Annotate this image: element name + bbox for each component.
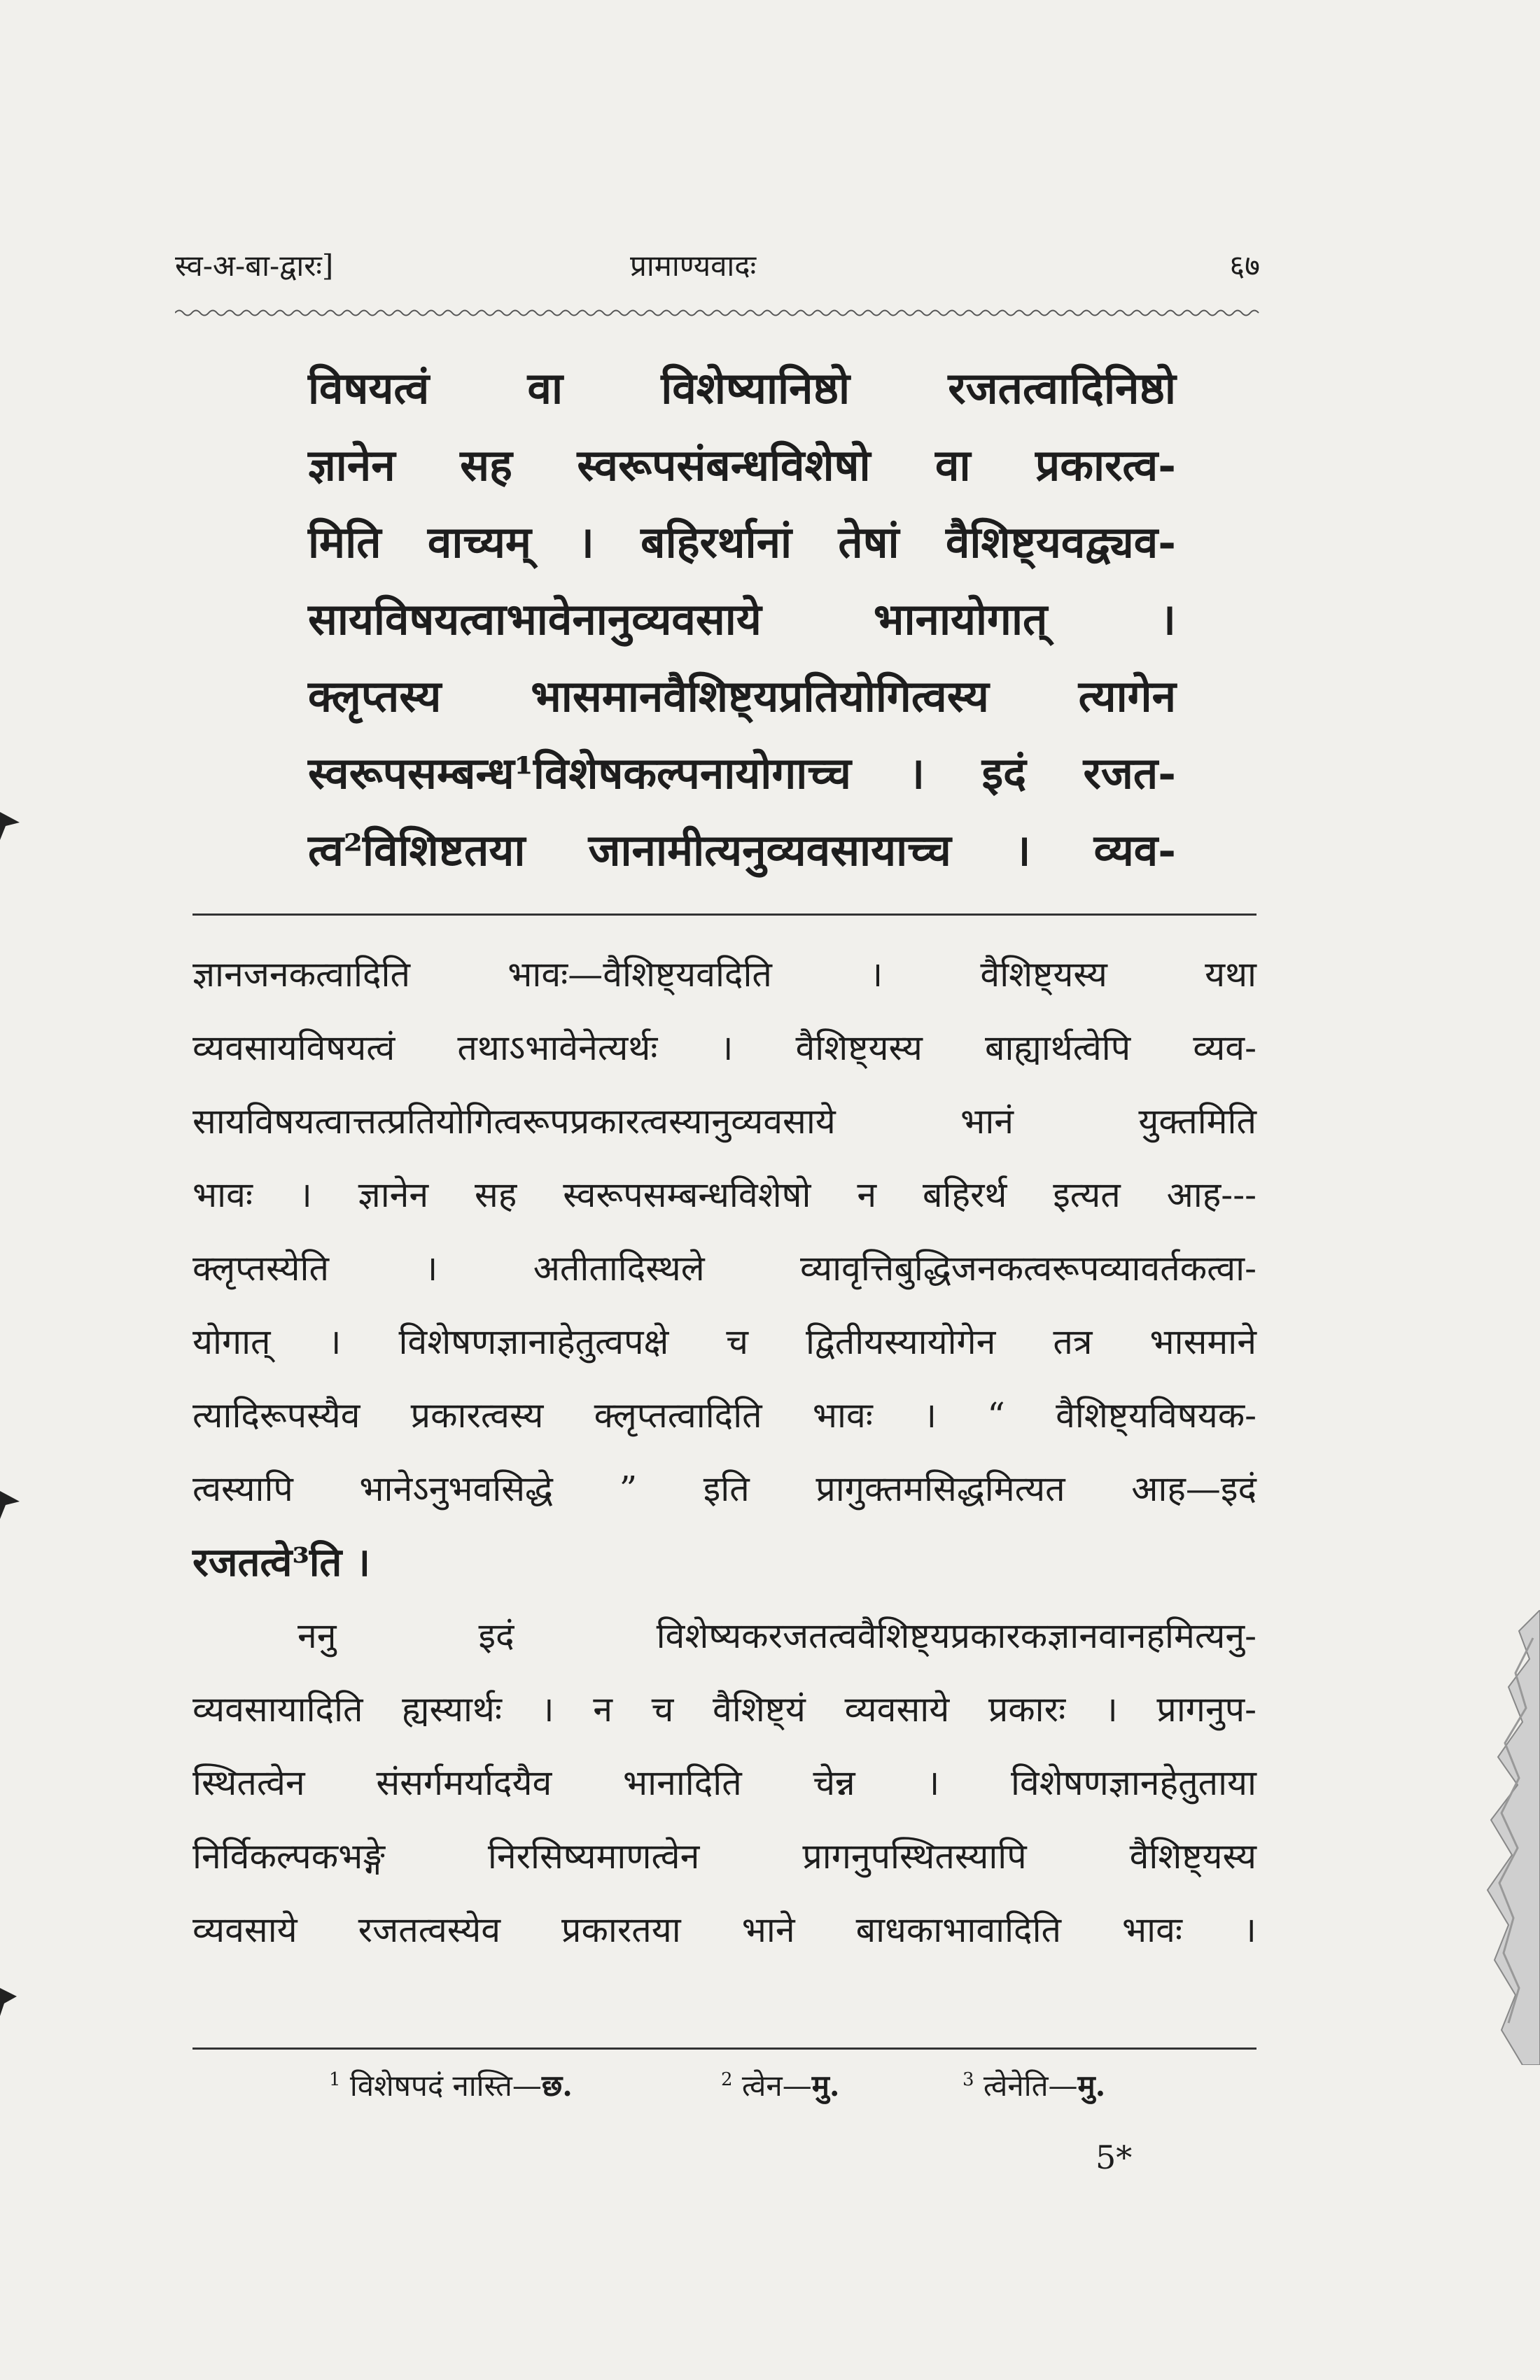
commentary-line: त्यादिरूपस्यैव प्रकारत्वस्य क्लृप्तत्वादिति भावः । “ वैशिष्ट्यविषयक-: [192, 1395, 1256, 1436]
commentary-line: सायविषयत्वात्तत्प्रतियोगित्वरूपप्रकारत्वस्यानुव्यवसाये भानं युक्तमिति: [192, 1101, 1256, 1142]
header-section: स्व-अ-बा-द्वारः]: [175, 248, 334, 283]
commentary-line: ननु इदं विशेष्यकरजतत्ववैशिष्ट्यप्रकारकज्ञानवानहमित्यनु-: [298, 1616, 1256, 1656]
page-number: ६७: [1229, 248, 1260, 283]
edge-mark: [0, 812, 21, 840]
footnote-number: 2: [721, 2069, 733, 2090]
root-text-line: विषयत्वं वा विशेष्यानिष्ठो रजतत्वादिनिष्ठो: [308, 363, 1176, 414]
commentary-line: रजतत्वे³ति ।: [192, 1539, 371, 1586]
footnote-text: त्वेन—: [741, 2068, 812, 2103]
footnote-number: 1: [329, 2069, 341, 2090]
commentary-line: व्यवसाये रजतत्वस्येव प्रकारतया भाने बाधकाभावादिति भावः ।: [192, 1910, 1256, 1950]
root-text-line: सायविषयत्वाभावेनानुव्यवसाये भानायोगात् ।: [308, 594, 1176, 645]
commentary-line: स्थितत्वेन संसर्गमर्यादयैव भानादिति चेन्न । विशेषणज्ञानहेतुताया: [192, 1763, 1256, 1803]
commentary-line: क्लृप्तस्येति । अतीतादिस्थले व्यावृत्तिबुद्धिजनकत्वरूपव्यावर्तकत्वा-: [192, 1248, 1256, 1289]
commentary-text: [192, 938, 1256, 1967]
commentary-line: योगात् । विशेषणज्ञानाहेतुत्वपक्षे च द्वितीयस्यायोगेन तत्र भासमाने: [192, 1322, 1256, 1362]
footnote-number: 3: [962, 2069, 974, 2090]
signature-mark: 5*: [1096, 2138, 1133, 2176]
commentary-line: ज्ञानजनकत्वादिति भावः—वैशिष्ट्यवदिति । वैशिष्ट्यस्य यथा: [192, 954, 1256, 995]
commentary-line: व्यवसायविषयत्वं तथाऽभावेनेत्यर्थः । वैशिष्ट्यस्य बाह्यार्थत्वेपि व्यव-: [192, 1028, 1256, 1068]
edge-mark: [0, 1988, 21, 2016]
commentary-line: त्वस्यापि भानेऽनुभवसिद्धे ” इति प्रागुक्तमसिद्धमित्यत आह—इदं: [192, 1469, 1256, 1509]
root-text-line: क्लृप्तस्य भासमानवैशिष्ट्यप्रतियोगित्वस्य त्यागेन: [308, 671, 1176, 722]
footnote-3: [962, 2065, 1105, 2105]
root-text: [308, 350, 1176, 889]
root-text-line: स्वरूपसम्बन्ध¹विशेषकल्पनायोगाच्च । इदं रजत-: [308, 748, 1176, 799]
footnotes: [329, 2065, 1169, 2114]
root-text-line: ज्ञानेन सह स्वरूपसंबन्धविशेषो वा प्रकारत्व-: [308, 440, 1176, 491]
footnote-divider: [192, 2047, 1256, 2050]
footnote-1: [329, 2065, 573, 2105]
commentary-line: निर्विकल्पकभङ्गे निरसिष्यमाणत्वेन प्रागनुपस्थितस्यापि वैशिष्ट्यस्य: [192, 1836, 1256, 1877]
header-wavy-rule: [175, 308, 1260, 318]
header-title: प्रामाण्यवादः: [630, 248, 757, 283]
footnote-source: मु.: [811, 2068, 840, 2103]
footnote-text: विशेषपदं नास्ति—: [349, 2068, 542, 2103]
footnote-source: छ.: [541, 2068, 573, 2103]
root-text-line: मिति वाच्यम् । बहिरर्थानां तेषां वैशिष्ट्यवद्व्यव-: [308, 517, 1176, 568]
commentary-line: व्यवसायादिति ह्यस्यार्थः । न च वैशिष्ट्यं व्यवसाये प्रकारः । प्रागनुप-: [192, 1689, 1256, 1730]
section-divider: [192, 913, 1256, 916]
commentary-line: भावः । ज्ञानेन सह स्वरूपसम्बन्धविशेषो न बहिरर्थ इत्यत आह---: [192, 1175, 1256, 1215]
running-header: [175, 245, 1260, 294]
edge-mark: [0, 1491, 21, 1519]
footnote-text: त्वेनेति—: [983, 2068, 1078, 2103]
footnote-source: मु.: [1077, 2068, 1106, 2103]
footnote-2: [721, 2065, 839, 2105]
torn-page-edge: [1435, 1610, 1540, 2065]
root-text-line: त्व²विशिष्टतया जानामीत्यनुव्यवसायाच्च । व्यव-: [308, 825, 1176, 876]
